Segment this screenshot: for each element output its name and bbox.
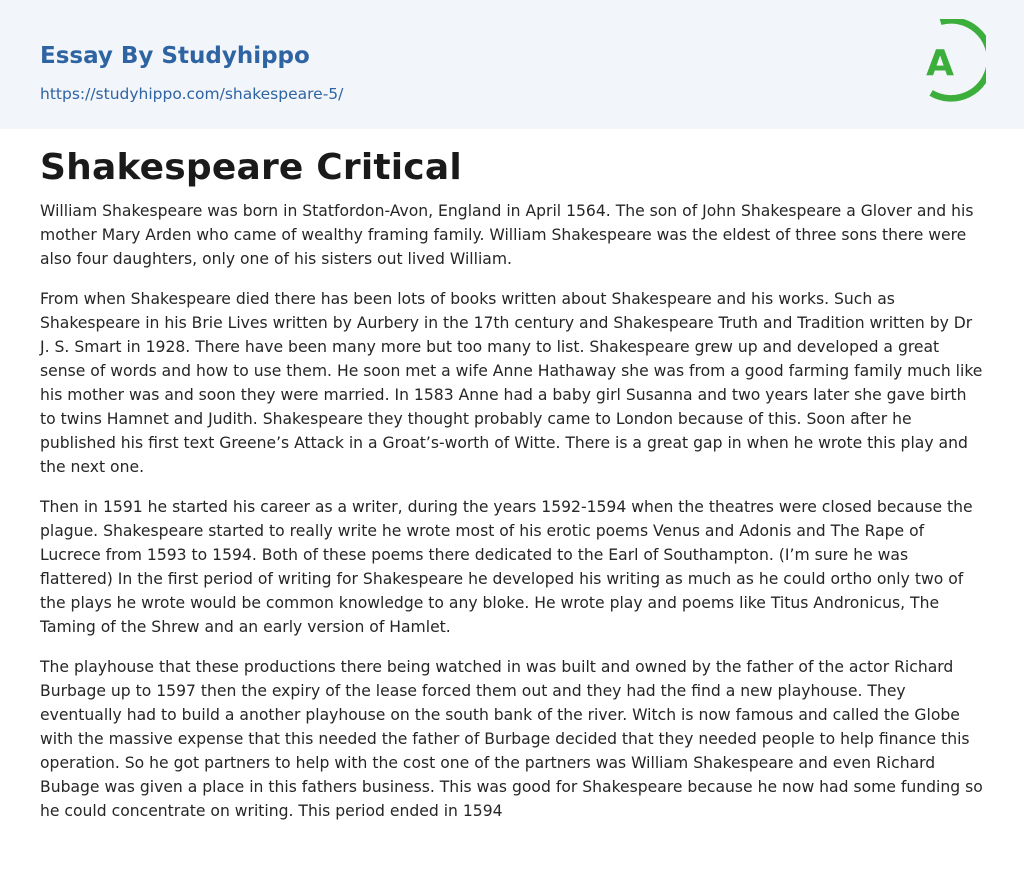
essay-paragraph: The playhouse that these productions there being watched in was built and owned by the father of the actor Richard Burbage up to 1597 then the expiry of the lease forced them out and they had the find a new playhouse. They eventually had to build a another playhouse on the south bank of the river. Witch is now famous and called the Globe with the massive expense that this needed the father of Burbage decided that they needed people to help finance this operation. So he got partners to help with the cost one of the partners was William Shakespeare and even Richard Bubage was given a place in this fathers business. This was good for Shakespeare because he now had some funding so he could concentrate on writing. This period ended in 1594 (40, 658, 983, 820)
essay-paragraph: William Shakespeare was born in Statfordon-Avon, England in April 1564. The son of John Shakespeare a Glover and his mother Mary Arden who came of wealthy framing family. William Shakespeare was the eldest of three sons there were also four daughters, only one of his sisters out lived William. (40, 202, 974, 268)
site-title[interactable]: Essay By Studyhippo (40, 43, 310, 69)
essay-url-link[interactable]: https://studyhippo.com/shakespeare-5/ (40, 85, 344, 103)
essay-paragraph: Then in 1591 he started his career as a writer, during the years 1592-1594 when the theatres were closed because the plague. Shakespeare started to really write he wrote most of his erotic poems Venus and Adonis and The Rape of Lucrece from 1593 to 1594. Both of these poems there dedicated to the Earl of Southampton. (I’m sure he was flattered) In the first period of writing for Shakespeare he developed his writing as much as he could ortho only two of the plays he wrote would be common knowledge to any bloke. He wrote play and poems like Titus Andronicus, The Taming of the Shrew and an early version of Hamlet. (40, 498, 973, 636)
essay-content (0, 129, 1024, 823)
studyhippo-logo-icon[interactable] (912, 19, 986, 105)
essay-paragraph: From when Shakespeare died there has been lots of books written about Shakespeare and his works. Such as Shakespeare in his Brie Lives written by Aurbery in the 17th century and Shakespeare Truth and Tradition written by Dr J. S. Smart in 1928. There have been many more but too many to list. Shakespeare grew up and developed a great sense of words and how to use them. He soon met a wife Anne Hathaway she was from a good farming family much like his mother was and soon they were married. In 1583 Anne had a baby girl Susanna and two years later she gave birth to twins Hamnet and Judith. Shakespeare they thought probably came to London because of this. Soon after he published his first text Greene’s Attack in a Groat’s-worth of Witte. There is a great gap in when he wrote this play and the next one. (40, 290, 983, 476)
site-header (0, 0, 1024, 129)
logo-letter: A (926, 43, 954, 84)
essay-title: Shakespeare Critical (40, 147, 462, 188)
